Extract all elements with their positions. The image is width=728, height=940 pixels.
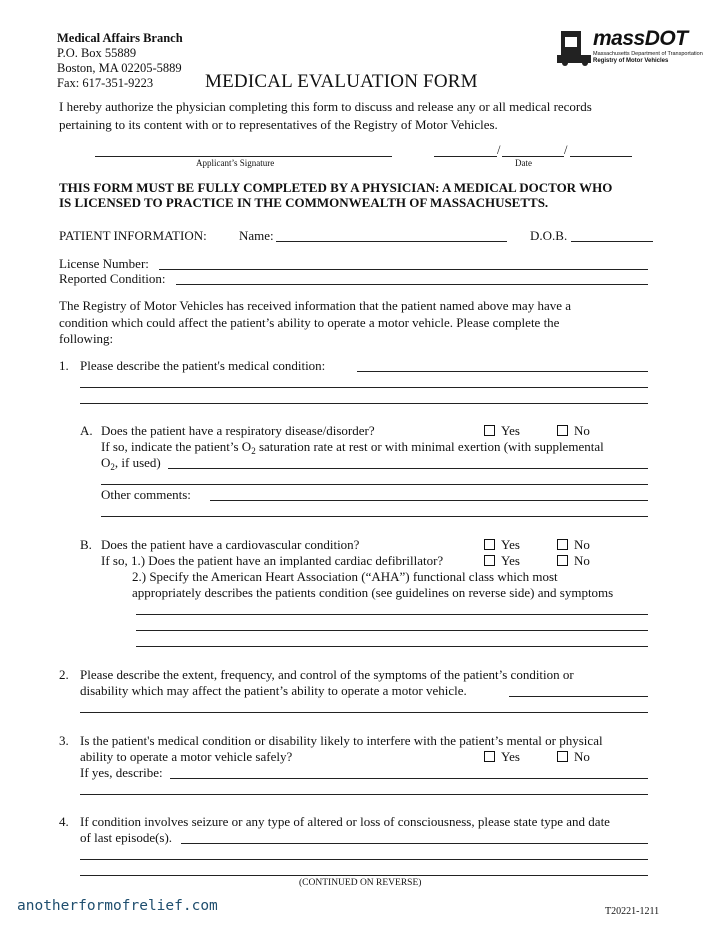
date-month-field[interactable] [434,156,497,157]
yes-label: Yes [501,537,520,552]
logo-line1: Massachusetts Department of Transportation [593,51,703,57]
q2-line-1: Please describe the extent, frequency, and control of the symptoms of the patient’s condition or [80,667,574,682]
date-slash: / [564,143,568,157]
no-label: No [574,423,590,438]
patient-info-label: PATIENT INFORMATION: [59,228,207,243]
q3-if-yes-label: If yes, describe: [80,765,163,780]
qb-sub1-yes-option[interactable] [484,553,520,568]
q4-answer-line[interactable] [80,875,648,876]
physician-notice-2: IS LICENSED TO PRACTICE IN THE COMMONWEALTH OF MASSACHUSETTS. [59,195,549,210]
qa-if-so-sub: 2 [251,446,256,456]
q4-line-1: If condition involves seizure or any type of altered or loss of consciousness, please state type and date [80,814,610,829]
checkbox-icon[interactable] [484,539,495,550]
q3-no-option[interactable] [557,749,590,764]
q2-number: 2. [59,667,69,682]
city-address: Boston, MA 02205-5889 [57,61,182,75]
qb-sub2-line-1: 2.) Specify the American Heart Association (“AHA”) functional class which most [132,569,558,584]
q2-answer-line[interactable] [509,696,648,697]
form-code: T20221-1211 [605,906,660,917]
physician-notice-1: THIS FORM MUST BE FULLY COMPLETED BY A PHYSICIAN: A MEDICAL DOCTOR WHO [59,180,613,195]
no-label: No [574,537,590,552]
signature-label: Applicant’s Signature [196,158,275,168]
intro-line-2: condition which could affect the patient’s ability to operate a motor vehicle. Please complete the [59,315,560,330]
checkbox-icon[interactable] [484,425,495,436]
patient-name-field[interactable] [276,241,507,242]
continued-note: (CONTINUED ON REVERSE) [299,878,422,888]
fax-number: Fax: 617-351-9223 [57,76,154,90]
qa-letter: A. [80,423,93,438]
q3-line-1: Is the patient's medical condition or disability likely to interfere with the patient’s mental or physical [80,733,603,748]
q1-text: Please describe the patient's medical condition: [80,358,326,373]
qa-other-comments-line[interactable] [101,516,648,517]
no-label: No [574,553,590,568]
q2-answer-line[interactable] [80,712,648,713]
qa-other-comments-label: Other comments: [101,487,191,502]
intro-line-3: following: [59,331,114,346]
qa-if-so-post: saturation rate at rest or with minimal exertion (with supplemental [255,439,604,454]
qa-o2-used [101,455,161,475]
no-label: No [574,749,590,764]
logo-name: massDOT [593,27,688,50]
dob-field[interactable] [571,241,653,242]
authorize-line-1: I hereby authorize the physician completing this form to discuss and release any or all medical records [59,99,592,114]
yes-label: Yes [501,749,520,764]
q1-answer-line[interactable] [357,371,648,372]
qa-text: Does the patient have a respiratory disease/disorder? [101,423,375,438]
q3-line-2: ability to operate a motor vehicle safely? [80,749,293,764]
q4-line-2: of last episode(s). [80,830,173,845]
q1-number: 1. [59,358,69,373]
name-label: Name: [239,228,274,243]
massdot-logo [557,27,703,69]
checkbox-icon[interactable] [557,539,568,550]
qb-letter: B. [80,537,92,552]
yes-label: Yes [501,553,520,568]
q4-number: 4. [59,814,69,829]
checkbox-icon[interactable] [484,555,495,566]
license-label: License Number: [59,256,149,271]
qb-answer-line[interactable] [136,630,648,631]
qb-text: Does the patient have a cardiovascular condition? [101,537,360,552]
date-day-field[interactable] [502,156,564,157]
authorize-line-2: pertaining to its content with or to representatives of the Registry of Motor Vehicles. [59,117,498,132]
q4-answer-line[interactable] [181,843,648,844]
qa-if-so-pre: If so, indicate the patient’s O [101,439,252,454]
branch-name: Medical Affairs Branch [57,31,183,45]
po-box: P.O. Box 55889 [57,46,137,60]
qb-answer-line[interactable] [136,614,648,615]
q3-yes-option[interactable] [484,749,520,764]
q4-answer-line[interactable] [80,859,648,860]
logo-line2: Registry of Motor Vehicles [593,58,669,64]
yes-label: Yes [501,423,520,438]
qa-o2-pre: O [101,455,111,470]
form-title: MEDICAL EVALUATION FORM [205,71,478,92]
q3-answer-line[interactable] [170,778,648,779]
qb-no-option[interactable] [557,537,590,552]
date-label: Date [515,158,532,168]
qa-yes-option[interactable] [484,423,520,438]
watermark-url[interactable]: anotherformofrelief.com [17,898,218,914]
qb-sub2-line-2: appropriately describes the patients condition (see guidelines on reverse side) and symptoms [132,585,614,600]
q3-answer-line[interactable] [80,794,648,795]
signature-field[interactable] [95,156,392,157]
q1-answer-line[interactable] [80,387,648,388]
intro-line-1: The Registry of Motor Vehicles has received information that the patient named above may have a [59,298,572,313]
checkbox-icon[interactable] [557,555,568,566]
qa-o2-post: , if used) [114,455,161,470]
q1-answer-line[interactable] [80,403,648,404]
reported-condition-field[interactable] [176,284,648,285]
rmv-car-icon [557,29,597,67]
checkbox-icon[interactable] [557,425,568,436]
checkbox-icon[interactable] [557,751,568,762]
condition-label: Reported Condition: [59,271,166,286]
qb-answer-line[interactable] [136,646,648,647]
qb-sub1-text: If so, 1.) Does the patient have an implanted cardiac defibrillator? [101,553,444,568]
qa-o2-answer-line[interactable] [168,468,648,469]
dob-label: D.O.B. [530,228,568,243]
date-year-field[interactable] [570,156,632,157]
qa-no-option[interactable] [557,423,590,438]
date-slash: / [497,143,501,157]
q2-line-2: disability which may affect the patient’s ability to operate a motor vehicle. [80,683,467,698]
qa-if-so [101,439,604,459]
license-number-field[interactable] [159,269,648,270]
checkbox-icon[interactable] [484,751,495,762]
qb-yes-option[interactable] [484,537,520,552]
q3-number: 3. [59,733,69,748]
qa-o2-sub: 2 [110,462,115,472]
qb-sub1-no-option[interactable] [557,553,590,568]
qa-other-comments-field[interactable] [210,500,648,501]
qa-answer-line[interactable] [101,484,648,485]
